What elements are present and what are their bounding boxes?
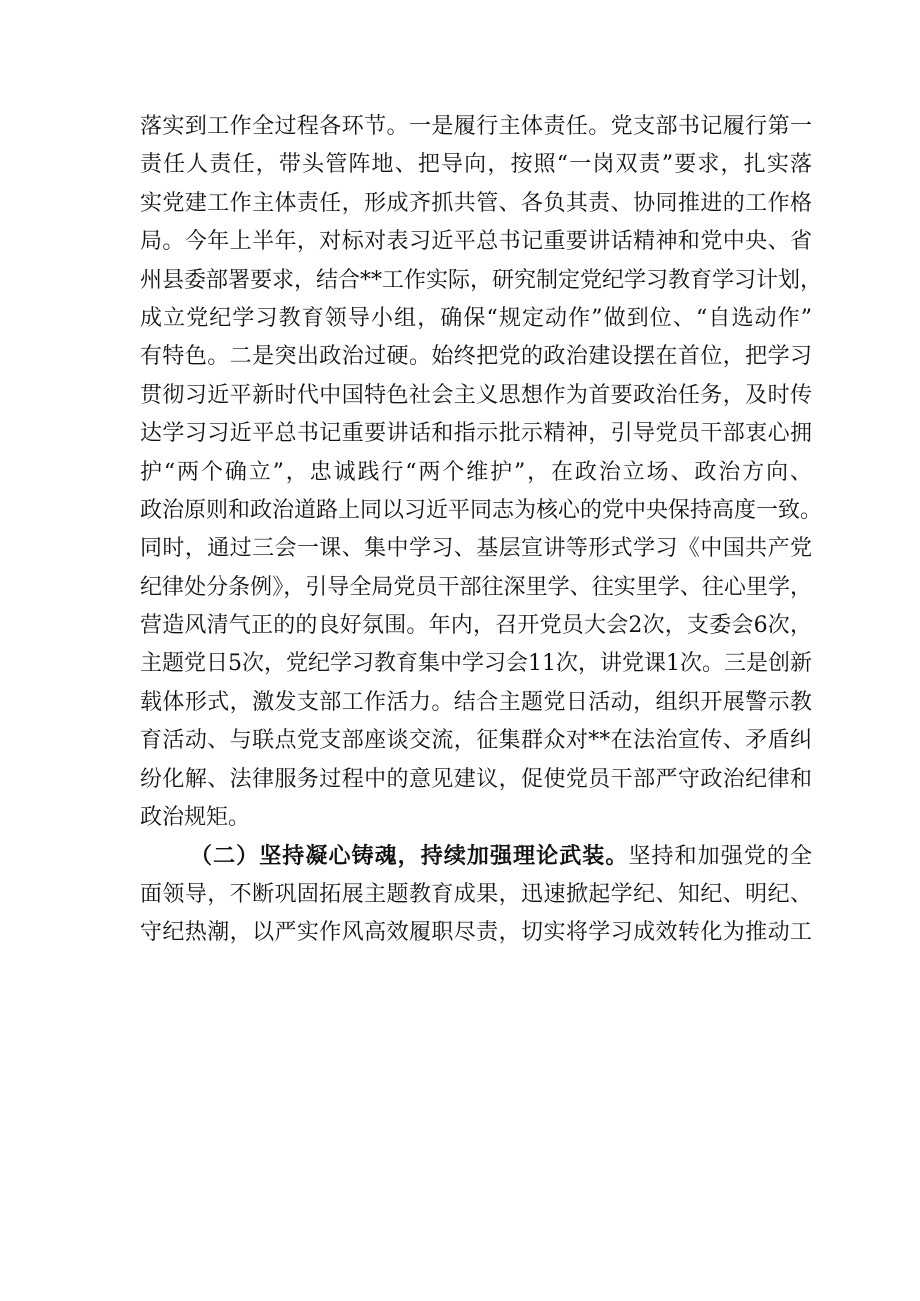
text-line: 主题党日5次，党纪学习教育集中学习会11次，讲党课1次。三是创新	[140, 651, 812, 677]
text-line: 成立党纪学习教育领导小组，确保“规定动作”做到位、“自选动作”	[140, 305, 812, 331]
text-line: 载体形式，激发支部工作活力。结合主题党日活动，组织开展警示教	[140, 689, 812, 715]
text-line: 政治原则和政治道路上同以习近平同志为核心的党中央保持高度一致。	[140, 497, 823, 523]
text-line: 面领导，不断巩固拓展主题教育成果，迅速掀起学纪、知纪、明纪、	[140, 881, 812, 907]
text-line: 达学习习近平总书记重要讲话和指示批示精神，引导党员干部衷心拥	[140, 421, 812, 447]
paragraph-2	[140, 837, 812, 952]
heading-line-rest: 坚持和加强党的全	[628, 844, 812, 870]
text-line: 护“两个确立”，忠诚践行“两个维护”，在政治立场、政治方向、	[140, 459, 812, 485]
text-line: 育活动、与联点党支部座谈交流，征集群众对**在法治宣传、矛盾纠	[140, 728, 812, 754]
document-page	[140, 108, 823, 953]
text-line: 州县委部署要求，结合**工作实际，研究制定党纪学习教育学习计划，	[140, 267, 823, 293]
text-line: 政治规矩。	[140, 805, 251, 831]
text-line: 有特色。二是突出政治过硬。始终把党的政治建设摆在首位，把学习	[140, 344, 812, 370]
text-line: 落实到工作全过程各环节。一是履行主体责任。党支部书记履行第一	[140, 114, 812, 139]
text-line: 责任人责任，带头管阵地、把导向，按照“一岗双责”要求，扎实落	[140, 152, 812, 178]
text-line: 纪律处分条例》，引导全局党员干部往深里学、往实里学、往心里学，	[140, 574, 812, 600]
text-line: 守纪热潮，以严实作风高效履职尽责，切实将学习成效转化为推动工	[140, 920, 812, 946]
text-line: 实党建工作主体责任，形成齐抓共管、各负其责、协同推进的工作格	[140, 190, 812, 216]
text-line: 同时，通过三会一课、集中学习、基层宣讲等形式学习《中国共产党	[140, 536, 812, 562]
paragraph-1	[140, 108, 823, 837]
text-line: 局。今年上半年，对标对表习近平总书记重要讲话精神和党中央、省	[140, 229, 812, 255]
text-line	[140, 837, 812, 875]
text-line: 贯彻习近平新时代中国特色社会主义思想作为首要政治任务，及时传	[140, 382, 812, 408]
text-line: 营造风清气正的的良好氛围。年内，召开党员大会2次，支委会6次，	[140, 613, 812, 639]
text-line: 纷化解、法律服务过程中的意见建议，促使党员干部严守政治纪律和	[140, 766, 812, 792]
section-heading: （二）坚持凝心铸魂，持续加强理论武装。	[190, 843, 629, 870]
